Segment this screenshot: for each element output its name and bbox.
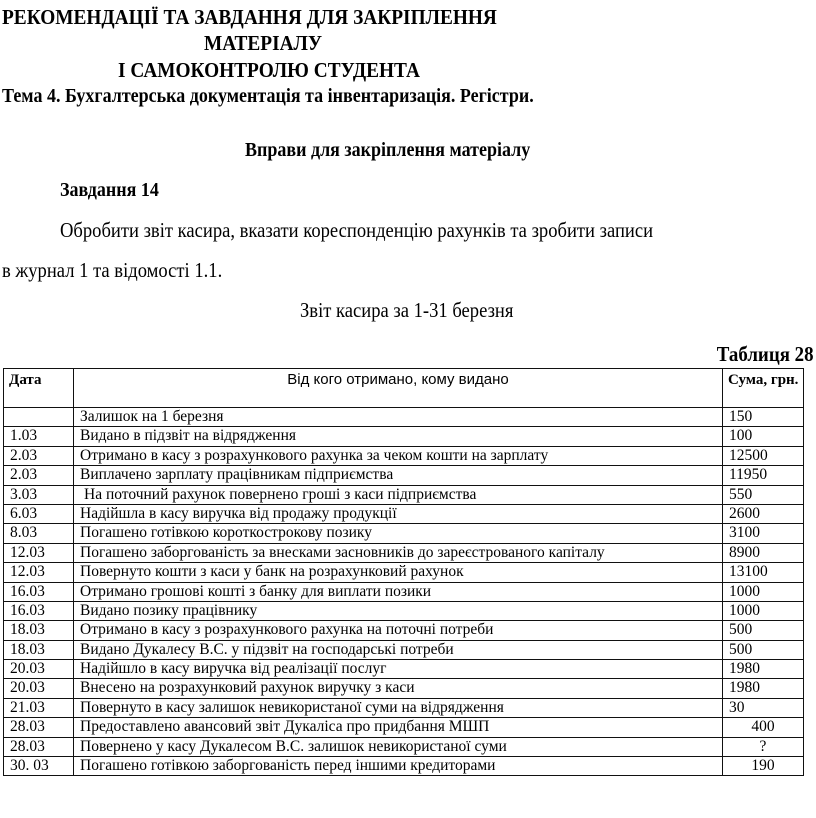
cell-date: 12.03	[4, 543, 74, 562]
cell-amount: 100	[723, 427, 804, 446]
cell-amount: 1000	[723, 582, 804, 601]
cell-amount: 1980	[723, 660, 804, 679]
table-row	[4, 504, 804, 523]
cell-amount: 1000	[723, 601, 804, 620]
cell-description: Надійшло в касу виручка від реалізації послуг	[74, 660, 723, 679]
cell-date: 21.03	[4, 698, 74, 717]
table-row	[4, 466, 804, 485]
cell-amount: 8900	[723, 543, 804, 562]
cell-description: Отримано грошові кошті з банку для виплати позики	[74, 582, 723, 601]
task-text-line-1: Обробити звіт касира, вказати кореспонденцію рахунків та зробити записи	[60, 218, 654, 242]
section-heading: Вправи для закріплення матеріалу	[245, 139, 531, 161]
cell-amount: 30	[723, 698, 804, 717]
cell-description: Надійшла в касу виручка від продажу продукції	[74, 504, 723, 523]
cell-date: 2.03	[4, 446, 74, 465]
table-row	[4, 485, 804, 504]
cell-description: Погашено заборгованість за внесками засновників до зареєстрованого капіталу	[74, 543, 723, 562]
table-row	[4, 582, 804, 601]
cell-date: 3.03	[4, 485, 74, 504]
cell-description: Погашено готівкою заборгованість перед іншими кредиторами	[74, 757, 723, 776]
table-row	[4, 408, 804, 427]
table-body	[4, 408, 804, 776]
header-description: Від кого отримано, кому видано	[74, 369, 723, 408]
cell-date: 18.03	[4, 621, 74, 640]
cell-amount: 190	[723, 757, 804, 776]
table-row	[4, 718, 804, 737]
cell-description: Повернуто кошти з каси у банк на розрахунковий рахунок	[74, 563, 723, 582]
cell-description: На поточний рахунок повернено гроші з каси підприємства	[74, 485, 723, 504]
cell-amount: 1980	[723, 679, 804, 698]
table-row	[4, 601, 804, 620]
cell-amount: 550	[723, 485, 804, 504]
cell-date: 18.03	[4, 640, 74, 659]
cell-description: Погашено готівкою короткострокову позику	[74, 524, 723, 543]
cell-description: Видано в підзвіт на відрядження	[74, 427, 723, 446]
cell-amount: 150	[723, 408, 804, 427]
cell-description: Залишок на 1 березня	[74, 408, 723, 427]
cell-date: 28.03	[4, 718, 74, 737]
table-row	[4, 660, 804, 679]
cell-description: Виплачено зарплату працівникам підприємства	[74, 466, 723, 485]
cell-description: Видано Дукалесу В.С. у підзвіт на господарські потреби	[74, 640, 723, 659]
task-title: Завдання 14	[60, 179, 159, 201]
cell-date: 16.03	[4, 582, 74, 601]
header-amount: Сума, грн.	[723, 369, 804, 408]
table-row	[4, 640, 804, 659]
cell-amount: ?	[723, 737, 804, 756]
table-row	[4, 757, 804, 776]
table-row	[4, 737, 804, 756]
cell-description: Повернуто в касу залишок невикористаної суми на відрядження	[74, 698, 723, 717]
cell-amount: 400	[723, 718, 804, 737]
table-label: Таблиця 28	[717, 342, 814, 366]
cell-description: Внесено на розрахунковий рахунок виручку з каси	[74, 679, 723, 698]
cell-date: 16.03	[4, 601, 74, 620]
table-row	[4, 679, 804, 698]
table-row	[4, 427, 804, 446]
table-header-row	[4, 369, 804, 408]
cell-description: Предоставлено авансовий звіт Дукаліса про придбання МШП	[74, 718, 723, 737]
cell-description: Повернено у касу Дукалесом В.С. залишок невикористаної суми	[74, 737, 723, 756]
table-row	[4, 446, 804, 465]
cell-date: 20.03	[4, 679, 74, 698]
topic-heading: Тема 4. Бухгалтерська документація та інвентаризація. Регістри.	[2, 85, 534, 107]
cell-amount: 500	[723, 640, 804, 659]
cell-amount: 2600	[723, 504, 804, 523]
cell-date: 20.03	[4, 660, 74, 679]
table-row	[4, 543, 804, 562]
document-title-line-2: МАТЕРІАЛУ	[204, 31, 323, 55]
cell-amount: 3100	[723, 524, 804, 543]
cell-description: Видано позику працівнику	[74, 601, 723, 620]
cell-date: 1.03	[4, 427, 74, 446]
task-text-line-2: в журнал 1 та відомості 1.1.	[2, 258, 223, 282]
table-row	[4, 563, 804, 582]
cell-date: 28.03	[4, 737, 74, 756]
cell-amount: 11950	[723, 466, 804, 485]
cell-date: 12.03	[4, 563, 74, 582]
cell-amount: 12500	[723, 446, 804, 465]
table-row	[4, 621, 804, 640]
cash-report-table	[3, 368, 804, 776]
cell-date: 8.03	[4, 524, 74, 543]
table-row	[4, 524, 804, 543]
cell-description: Отримано в касу з розрахункового рахунка на поточні потреби	[74, 621, 723, 640]
cell-date: 2.03	[4, 466, 74, 485]
table-row	[4, 698, 804, 717]
document-title-line-3: І САМОКОНТРОЛЮ СТУДЕНТА	[118, 58, 420, 82]
cell-date	[4, 408, 74, 427]
cell-amount: 500	[723, 621, 804, 640]
cell-date: 6.03	[4, 504, 74, 523]
cell-date: 30. 03	[4, 757, 74, 776]
header-date: Дата	[4, 369, 74, 408]
document-title-line-1: РЕКОМЕНДАЦІЇ ТА ЗАВДАННЯ ДЛЯ ЗАКРІПЛЕННЯ	[2, 5, 497, 29]
report-title: Звіт касира за 1-31 березня	[300, 298, 514, 322]
cell-amount: 13100	[723, 563, 804, 582]
cell-description: Отримано в касу з розрахункового рахунка за чеком кошти на зарплату	[74, 446, 723, 465]
